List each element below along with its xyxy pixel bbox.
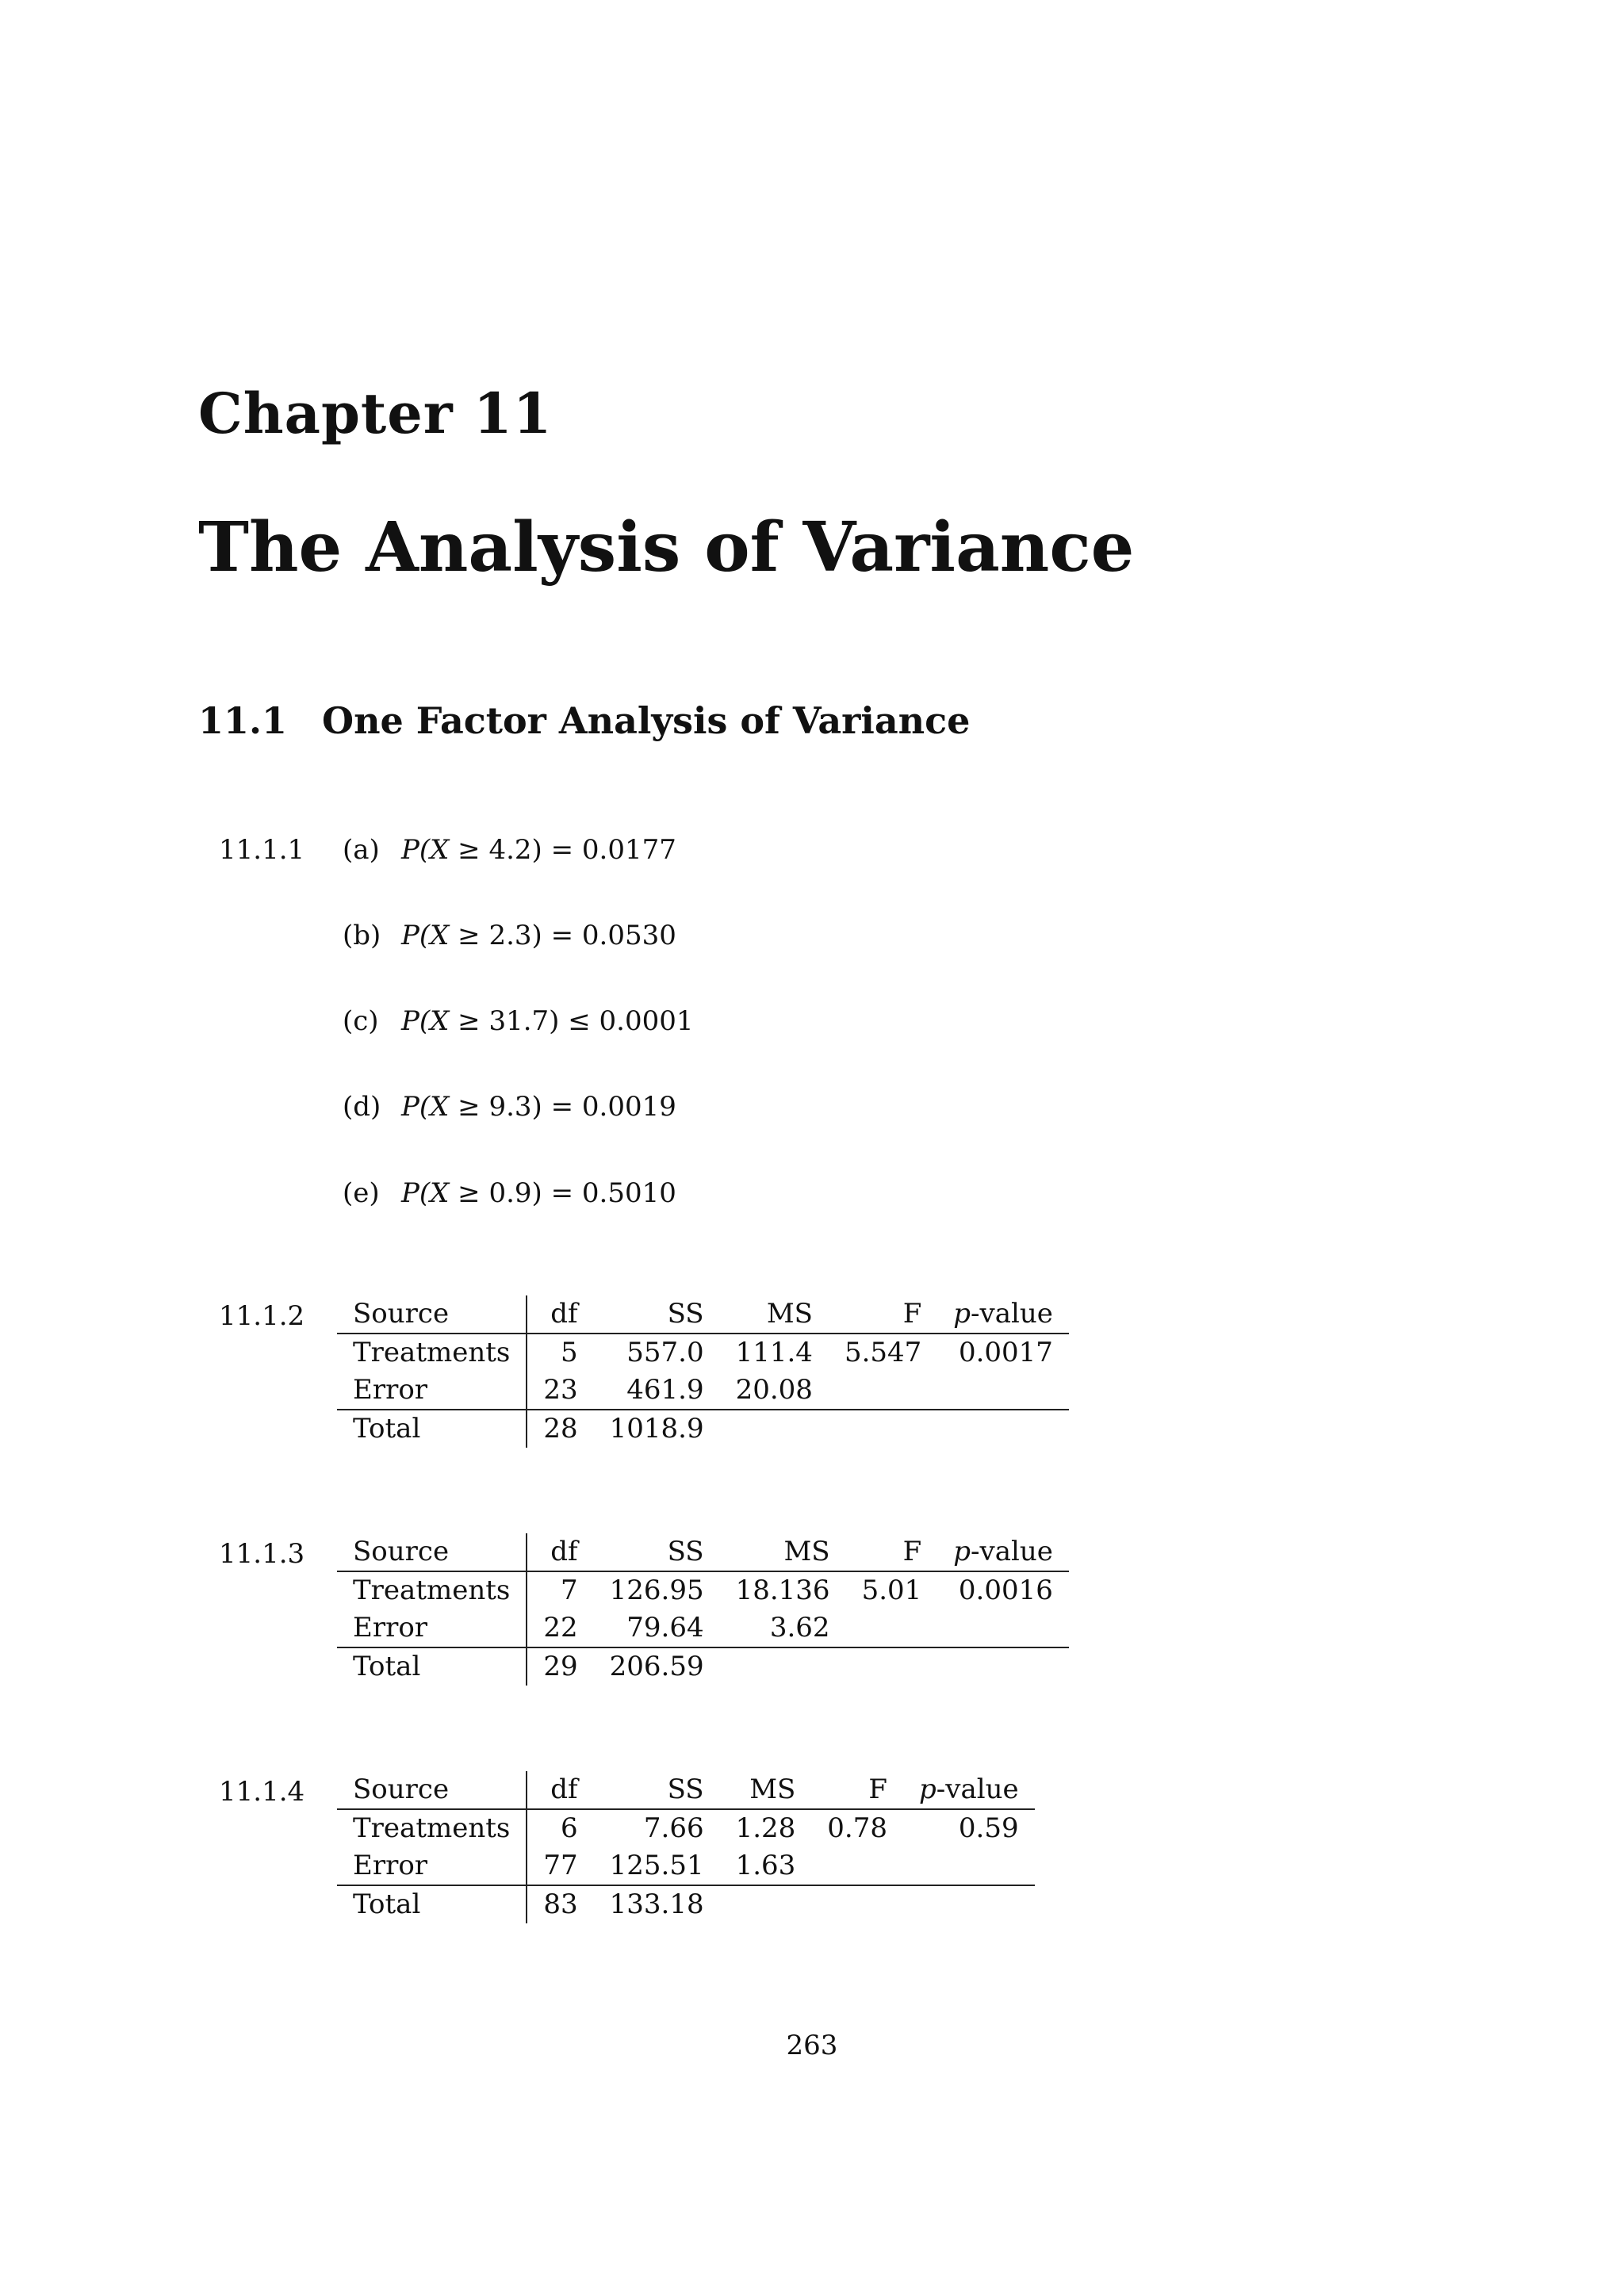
cell-source: Error	[353, 1374, 428, 1406]
cell-df: 83	[527, 1885, 593, 1923]
part-label: (b)	[343, 920, 381, 951]
cell-ss: 7.66	[643, 1812, 704, 1844]
cell-f	[811, 1885, 903, 1923]
cell-source: Treatments	[353, 1337, 511, 1368]
table-header-row	[337, 1533, 1069, 1571]
cell-p-value	[937, 1647, 1069, 1686]
header-p-value: p-value	[903, 1771, 1035, 1809]
part-label: (a)	[343, 834, 380, 866]
cell-ss: 125.51	[609, 1850, 704, 1881]
cell-source: Total	[337, 1647, 527, 1686]
chapter-title: The Analysis of Variance	[198, 507, 1135, 587]
table-row	[337, 1372, 1069, 1410]
header-ms: MS	[720, 1295, 829, 1334]
part-c	[343, 1005, 694, 1037]
cell-f	[811, 1847, 903, 1885]
part-b	[343, 920, 676, 951]
header-ss: SS	[594, 1771, 720, 1809]
cell-ss: 126.95	[609, 1575, 704, 1606]
cell-p-value	[903, 1847, 1035, 1885]
header-source: Source	[337, 1533, 527, 1571]
anova-table-11-1-3	[337, 1533, 1069, 1686]
cell-ss: 79.64	[626, 1612, 704, 1644]
problem-number-11-1-3: 11.1.3	[219, 1538, 305, 1570]
table-header-row	[337, 1771, 1035, 1809]
section-heading	[198, 699, 970, 742]
header-source: Source	[337, 1295, 527, 1334]
cell-ms: 111.4	[735, 1337, 813, 1368]
problem-number-11-1-2: 11.1.2	[219, 1300, 305, 1332]
table-row	[337, 1571, 1069, 1609]
cell-f: 5.547	[844, 1337, 922, 1368]
cell-ms	[720, 1885, 812, 1923]
part-e	[343, 1177, 676, 1209]
cell-p-value: 0.0016	[958, 1575, 1053, 1606]
cell-df: 77	[527, 1847, 593, 1885]
cell-ss: 206.59	[594, 1647, 720, 1686]
table-row	[337, 1885, 1035, 1923]
probability-expression: P(X ≥ 9.3) = 0.0019	[401, 1091, 676, 1123]
probability-expression: P(X ≥ 0.9) = 0.5010	[401, 1177, 676, 1209]
cell-df: 22	[527, 1609, 593, 1647]
header-df: df	[527, 1295, 593, 1334]
cell-p-value	[937, 1372, 1069, 1410]
cell-ss: 461.9	[626, 1374, 704, 1406]
section-title: One Factor Analysis of Variance	[322, 699, 971, 742]
problem-number-11-1-4: 11.1.4	[219, 1776, 305, 1808]
chapter-label: Chapter 11	[198, 381, 553, 446]
cell-ms: 20.08	[735, 1374, 813, 1406]
cell-p-value	[903, 1885, 1035, 1923]
cell-source: Total	[337, 1885, 527, 1923]
cell-p-value	[937, 1410, 1069, 1448]
header-source: Source	[337, 1771, 527, 1809]
table-row	[337, 1334, 1069, 1372]
table-row	[337, 1809, 1035, 1847]
cell-ms: 3.62	[769, 1612, 830, 1644]
cell-f	[846, 1647, 938, 1686]
part-label: (c)	[343, 1005, 379, 1037]
part-label: (d)	[343, 1091, 381, 1123]
cell-ms: 18.136	[735, 1575, 830, 1606]
probability-expression: P(X ≥ 31.7) ≤ 0.0001	[401, 1005, 694, 1037]
part-a	[343, 834, 676, 866]
header-ms: MS	[720, 1533, 846, 1571]
probability-expression: P(X ≥ 4.2) = 0.0177	[401, 834, 676, 866]
header-ms: MS	[720, 1771, 812, 1809]
cell-source: Treatments	[353, 1575, 511, 1606]
header-ss: SS	[594, 1295, 720, 1334]
cell-source: Total	[337, 1410, 527, 1448]
cell-p-value: 0.59	[958, 1812, 1019, 1844]
problem-number-11-1-1: 11.1.1	[219, 834, 305, 866]
header-f: F	[811, 1771, 903, 1809]
cell-f: 5.01	[861, 1575, 922, 1606]
cell-f	[829, 1372, 937, 1410]
page-number: 263	[786, 2030, 838, 2061]
cell-ms: 1.28	[735, 1812, 796, 1844]
header-p-value: p-value	[937, 1295, 1069, 1334]
table-header-row	[337, 1295, 1069, 1334]
cell-f	[829, 1410, 937, 1448]
cell-ss: 557.0	[626, 1337, 704, 1368]
header-df: df	[527, 1771, 593, 1809]
cell-ss: 1018.9	[594, 1410, 720, 1448]
cell-ms	[720, 1647, 846, 1686]
cell-ms	[720, 1410, 829, 1448]
header-f: F	[846, 1533, 938, 1571]
cell-ss: 133.18	[594, 1885, 720, 1923]
table-row	[337, 1609, 1069, 1647]
part-d	[343, 1091, 676, 1123]
cell-p-value	[937, 1609, 1069, 1647]
cell-df: 29	[527, 1647, 593, 1686]
cell-df: 23	[527, 1372, 593, 1410]
table-row	[337, 1410, 1069, 1448]
header-ss: SS	[594, 1533, 720, 1571]
cell-df: 6	[527, 1809, 593, 1847]
cell-source: Treatments	[353, 1812, 511, 1844]
cell-p-value: 0.0017	[958, 1337, 1053, 1368]
table-row	[337, 1847, 1035, 1885]
part-label: (e)	[343, 1177, 380, 1209]
cell-f	[846, 1609, 938, 1647]
cell-df: 7	[527, 1571, 593, 1609]
anova-table-11-1-2	[337, 1295, 1069, 1448]
cell-f: 0.78	[827, 1812, 887, 1844]
section-number: 11.1	[198, 699, 288, 742]
cell-df: 5	[527, 1334, 593, 1372]
table-row	[337, 1647, 1069, 1686]
cell-source: Error	[353, 1850, 428, 1881]
cell-df: 28	[527, 1410, 593, 1448]
cell-ms: 1.63	[735, 1850, 796, 1881]
anova-table-11-1-4	[337, 1771, 1035, 1923]
header-f: F	[829, 1295, 937, 1334]
header-df: df	[527, 1533, 593, 1571]
cell-source: Error	[353, 1612, 428, 1644]
header-p-value: p-value	[937, 1533, 1069, 1571]
probability-expression: P(X ≥ 2.3) = 0.0530	[401, 920, 676, 951]
